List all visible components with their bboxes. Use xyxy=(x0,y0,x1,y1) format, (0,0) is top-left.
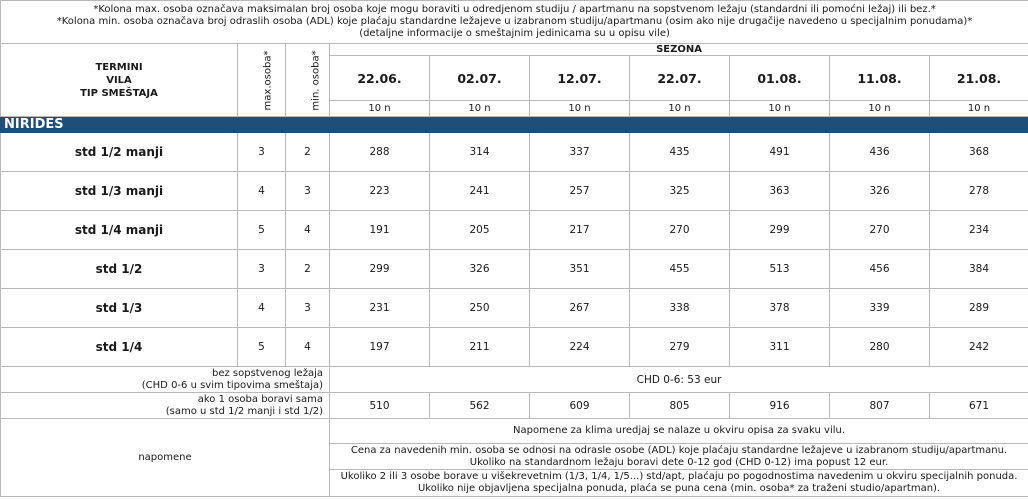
price-cell: 197 xyxy=(330,328,430,367)
no-bed-value: CHD 0-6: 53 eur xyxy=(330,367,1028,393)
nights-cell: 10 n xyxy=(830,101,930,117)
price-cell: 805 xyxy=(630,393,730,419)
price-cell: 257 xyxy=(530,172,630,211)
section-title: NIRIDES xyxy=(1,117,1028,133)
table-row xyxy=(1,367,1028,393)
price-cell: 223 xyxy=(330,172,430,211)
price-cell: 807 xyxy=(830,393,930,419)
table-row xyxy=(1,211,1028,250)
price-cell: 456 xyxy=(830,250,930,289)
unit-name: std 1/4 xyxy=(1,328,238,367)
price-cell: 299 xyxy=(330,250,430,289)
nights-cell: 10 n xyxy=(730,101,830,117)
price-cell: 325 xyxy=(630,172,730,211)
date-cell: 22.06. xyxy=(330,56,430,101)
nights-cell: 10 n xyxy=(530,101,630,117)
date-cell: 11.08. xyxy=(830,56,930,101)
price-cell: 513 xyxy=(730,250,830,289)
price-cell: 916 xyxy=(730,393,830,419)
price-cell: 241 xyxy=(430,172,530,211)
price-cell: 337 xyxy=(530,133,630,172)
price-cell: 436 xyxy=(830,133,930,172)
date-cell: 01.08. xyxy=(730,56,830,101)
price-cell: 562 xyxy=(430,393,530,419)
nights-cell: 10 n xyxy=(930,101,1028,117)
min-osoba-label: min. osoba* xyxy=(310,49,322,111)
no-bed-label-line: (CHD 0-6 u svim tipovima smeštaja) xyxy=(141,379,323,391)
note-line: Ukoliko 2 ili 3 osobe borave u višekrevetnim (1/3, 1/4, 1/5...) std/apt, plaćaju po pogodnostima navedenim u okviru specijalnih ponuda. xyxy=(340,471,1018,482)
unit-min: 4 xyxy=(286,328,330,367)
table-row xyxy=(1,328,1028,367)
note-line: Cena za navedenih min. osoba se odnosi na odrasle osobe (ADL) koje plaćaju standardne ležajeve u izabranom studiju/apartmanu. xyxy=(350,444,1008,456)
table-row xyxy=(1,393,1028,419)
price-cell: 279 xyxy=(630,328,730,367)
note-details: (detaljne informacije o smeštajnim jedinicama su u opisu vile) xyxy=(359,28,670,39)
nights-cell: 10 n xyxy=(430,101,530,117)
unit-max: 3 xyxy=(238,250,286,289)
price-cell: 270 xyxy=(830,211,930,250)
header-termini: TERMINI xyxy=(95,61,143,73)
price-cell: 311 xyxy=(730,328,830,367)
price-cell: 234 xyxy=(930,211,1028,250)
price-cell: 288 xyxy=(330,133,430,172)
date-cell: 21.08. xyxy=(930,56,1028,101)
unit-name: std 1/3 xyxy=(1,289,238,328)
unit-name: std 1/2 xyxy=(1,250,238,289)
unit-max: 5 xyxy=(238,328,286,367)
unit-max: 5 xyxy=(238,211,286,250)
price-cell: 270 xyxy=(630,211,730,250)
unit-min: 3 xyxy=(286,289,330,328)
date-cell: 12.07. xyxy=(530,56,630,101)
unit-min: 2 xyxy=(286,250,330,289)
single-label-line: ako 1 osoba boravi sama xyxy=(197,393,323,405)
unit-name: std 1/4 manji xyxy=(1,211,238,250)
price-cell: 510 xyxy=(330,393,430,419)
price-cell: 455 xyxy=(630,250,730,289)
price-cell: 609 xyxy=(530,393,630,419)
header-left xyxy=(1,44,238,117)
price-cell: 338 xyxy=(630,289,730,328)
price-cell: 278 xyxy=(930,172,1028,211)
note-line: Napomene za klima uredjaj se nalaze u okviru opisa za svaku vilu. xyxy=(330,419,1028,444)
price-cell: 267 xyxy=(530,289,630,328)
max-osoba-label: max.osoba* xyxy=(262,50,274,110)
price-cell: 280 xyxy=(830,328,930,367)
note-min: *Kolona min. osoba označava broj odraslih osoba (ADL) koje plaćaju standardne ležajeve u izabranom studiju/apartmanu (osim ako nije drugačije navedeno u specijalnim ponudama)* xyxy=(56,16,973,27)
price-cell: 299 xyxy=(730,211,830,250)
date-cell: 22.07. xyxy=(630,56,730,101)
unit-min: 4 xyxy=(286,211,330,250)
price-cell: 378 xyxy=(730,289,830,328)
table-row xyxy=(1,289,1028,328)
price-cell: 289 xyxy=(930,289,1028,328)
no-bed-label-line: bez sopstvenog ležaja xyxy=(211,367,323,379)
price-cell: 435 xyxy=(630,133,730,172)
nights-cell: 10 n xyxy=(330,101,430,117)
price-cell: 217 xyxy=(530,211,630,250)
single-label-line: (samo u std 1/2 manji i std 1/2) xyxy=(165,405,323,417)
single-label xyxy=(1,393,330,419)
notes-label: napomene xyxy=(1,419,330,497)
header-min-osoba xyxy=(286,44,330,117)
unit-max: 3 xyxy=(238,133,286,172)
header-max-osoba xyxy=(238,44,286,117)
table-row xyxy=(1,133,1028,172)
price-cell: 191 xyxy=(330,211,430,250)
header-vila: VILA xyxy=(106,74,132,86)
price-cell: 339 xyxy=(830,289,930,328)
note-max: *Kolona max. osoba označava maksimalan broj osoba koje mogu boraviti u odredjenom studiju / apartmanu na sopstvenom ležaju (standardni ili pomoćni ležaj) ili bez.* xyxy=(93,4,936,15)
price-cell: 250 xyxy=(430,289,530,328)
price-cell: 491 xyxy=(730,133,830,172)
date-cell: 02.07. xyxy=(430,56,530,101)
top-notes xyxy=(1,1,1028,44)
unit-min: 2 xyxy=(286,133,330,172)
price-cell: 242 xyxy=(930,328,1028,367)
unit-name: std 1/3 manji xyxy=(1,172,238,211)
unit-name: std 1/2 manji xyxy=(1,133,238,172)
unit-min: 3 xyxy=(286,172,330,211)
table-row xyxy=(1,172,1028,211)
price-cell: 224 xyxy=(530,328,630,367)
note-line: Ukoliko na standardnom ležaju boravi dete 0-12 god (CHD 0-12) ima popust 12 eur. xyxy=(469,456,889,468)
price-cell: 326 xyxy=(830,172,930,211)
nights-cell: 10 n xyxy=(630,101,730,117)
price-cell: 368 xyxy=(930,133,1028,172)
no-bed-label xyxy=(1,367,330,393)
price-cell: 326 xyxy=(430,250,530,289)
header-tip: TIP SMEŠTAJA xyxy=(80,87,158,99)
price-cell: 671 xyxy=(930,393,1028,419)
note-line: Ukoliko nije objavljena specijalna ponuda, plaća se puna cena (min. osoba* za traženi studio/apartman). xyxy=(417,483,941,494)
price-cell: 231 xyxy=(330,289,430,328)
price-cell: 384 xyxy=(930,250,1028,289)
unit-max: 4 xyxy=(238,289,286,328)
price-cell: 363 xyxy=(730,172,830,211)
price-cell: 314 xyxy=(430,133,530,172)
note-block xyxy=(330,470,1028,497)
table-row xyxy=(1,250,1028,289)
note-block xyxy=(330,444,1028,470)
season-label: SEZONA xyxy=(330,44,1028,56)
unit-max: 4 xyxy=(238,172,286,211)
price-cell: 211 xyxy=(430,328,530,367)
price-cell: 351 xyxy=(530,250,630,289)
price-cell: 205 xyxy=(430,211,530,250)
